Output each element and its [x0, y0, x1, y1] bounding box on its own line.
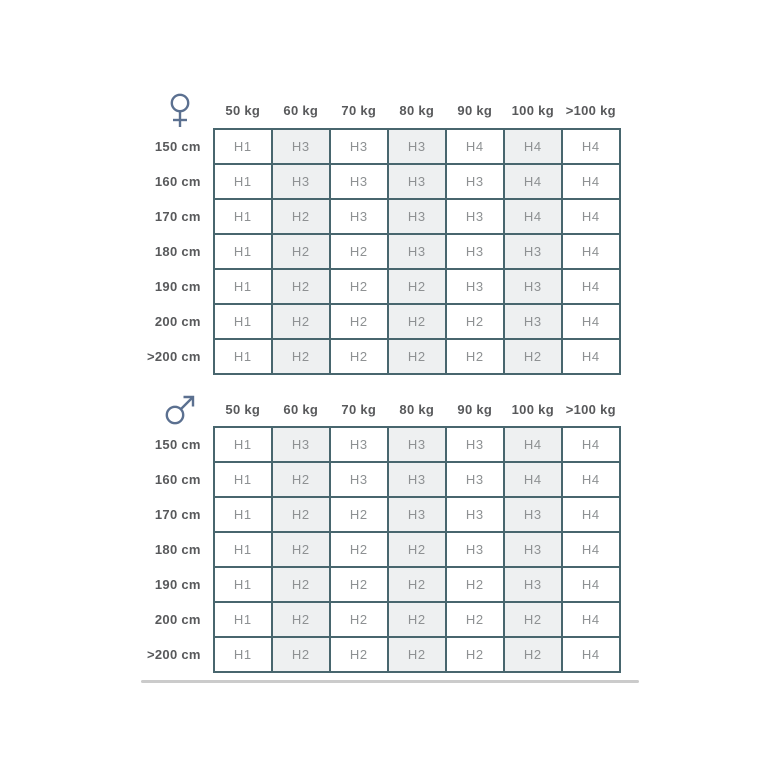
size-cell: H4 — [562, 427, 620, 462]
size-cell: H3 — [330, 199, 388, 234]
height-label: 150 cm — [147, 129, 214, 164]
size-cell: H2 — [272, 532, 330, 567]
table-row — [147, 339, 620, 374]
size-cell: H1 — [214, 497, 272, 532]
size-cell: H1 — [214, 462, 272, 497]
size-cell: H2 — [330, 269, 388, 304]
size-cell: H3 — [446, 234, 504, 269]
size-cell: H2 — [504, 339, 562, 374]
size-cell: H3 — [272, 129, 330, 164]
size-cell: H4 — [504, 427, 562, 462]
size-cell: H4 — [562, 129, 620, 164]
bottom-divider — [141, 680, 639, 683]
male-size-table-section — [147, 393, 621, 673]
size-cell: H2 — [446, 304, 504, 339]
size-cell: H2 — [272, 304, 330, 339]
size-cell: H2 — [446, 637, 504, 672]
size-cell: H2 — [388, 532, 446, 567]
size-cell: H2 — [272, 567, 330, 602]
table-row — [147, 602, 620, 637]
size-cell: H4 — [504, 462, 562, 497]
size-cell: H1 — [214, 637, 272, 672]
size-cell: H2 — [272, 199, 330, 234]
size-cell: H1 — [214, 199, 272, 234]
table-row — [147, 304, 620, 339]
height-label: 170 cm — [147, 497, 214, 532]
size-cell: H4 — [562, 497, 620, 532]
height-label: 190 cm — [147, 269, 214, 304]
height-label: 170 cm — [147, 199, 214, 234]
table-row — [147, 497, 620, 532]
size-cell: H2 — [330, 304, 388, 339]
size-cell: H3 — [446, 427, 504, 462]
size-cell: H2 — [272, 497, 330, 532]
weight-header: 90 kg — [446, 93, 504, 129]
height-label: 200 cm — [147, 304, 214, 339]
size-cell: H4 — [562, 532, 620, 567]
size-cell: H2 — [272, 637, 330, 672]
size-cell: H3 — [388, 164, 446, 199]
size-cell: H3 — [388, 234, 446, 269]
table-row — [147, 637, 620, 672]
size-cell: H4 — [562, 269, 620, 304]
table-row — [147, 532, 620, 567]
table-row — [147, 199, 620, 234]
size-cell: H4 — [504, 199, 562, 234]
size-cell: H2 — [272, 339, 330, 374]
size-cell: H1 — [214, 304, 272, 339]
size-cell: H3 — [388, 129, 446, 164]
size-cell: H2 — [330, 637, 388, 672]
height-label: 180 cm — [147, 532, 214, 567]
size-cell: H3 — [504, 304, 562, 339]
size-cell: H2 — [330, 602, 388, 637]
female-header-row — [147, 93, 620, 129]
size-cell: H1 — [214, 567, 272, 602]
size-cell: H2 — [272, 269, 330, 304]
size-cell: H3 — [330, 129, 388, 164]
size-cell: H3 — [330, 427, 388, 462]
size-cell: H1 — [214, 339, 272, 374]
weight-header: 70 kg — [330, 393, 388, 427]
size-cell: H3 — [504, 234, 562, 269]
size-cell: H4 — [562, 199, 620, 234]
size-cell: H1 — [214, 532, 272, 567]
size-cell: H2 — [388, 637, 446, 672]
weight-header: >100 kg — [562, 393, 620, 427]
size-cell: H4 — [562, 234, 620, 269]
size-cell: H4 — [562, 462, 620, 497]
size-cell: H3 — [446, 532, 504, 567]
size-cell: H2 — [388, 339, 446, 374]
height-label: >200 cm — [147, 637, 214, 672]
female-symbol-cell — [147, 93, 214, 129]
size-cell: H2 — [446, 339, 504, 374]
male-size-table — [147, 393, 621, 673]
table-row — [147, 567, 620, 602]
height-label: 200 cm — [147, 602, 214, 637]
size-cell: H2 — [272, 602, 330, 637]
size-cell: H1 — [214, 269, 272, 304]
male-symbol-cell — [147, 393, 214, 427]
size-cell: H3 — [504, 269, 562, 304]
height-label: >200 cm — [147, 339, 214, 374]
size-cell: H1 — [214, 427, 272, 462]
size-cell: H1 — [214, 164, 272, 199]
size-cell: H3 — [388, 427, 446, 462]
table-row — [147, 164, 620, 199]
size-cell: H2 — [446, 602, 504, 637]
height-label: 180 cm — [147, 234, 214, 269]
weight-header: 90 kg — [446, 393, 504, 427]
height-label: 160 cm — [147, 164, 214, 199]
male-icon — [163, 393, 197, 427]
size-cell: H2 — [504, 637, 562, 672]
size-cell: H4 — [446, 129, 504, 164]
weight-header: 70 kg — [330, 93, 388, 129]
size-cell: H1 — [214, 602, 272, 637]
size-cell: H4 — [562, 339, 620, 374]
height-label: 150 cm — [147, 427, 214, 462]
size-cell: H2 — [504, 602, 562, 637]
size-cell: H4 — [562, 567, 620, 602]
weight-header: 60 kg — [272, 393, 330, 427]
table-row — [147, 427, 620, 462]
table-row — [147, 234, 620, 269]
weight-header: 60 kg — [272, 93, 330, 129]
size-cell: H3 — [446, 269, 504, 304]
weight-header: 80 kg — [388, 93, 446, 129]
size-cell: H2 — [446, 567, 504, 602]
weight-header: 50 kg — [214, 393, 272, 427]
size-cell: H2 — [330, 567, 388, 602]
female-size-table-section — [147, 93, 621, 375]
size-cell: H1 — [214, 234, 272, 269]
size-cell: H2 — [388, 567, 446, 602]
height-label: 190 cm — [147, 567, 214, 602]
size-cell: H3 — [272, 427, 330, 462]
weight-header: 50 kg — [214, 93, 272, 129]
size-cell: H4 — [504, 129, 562, 164]
size-cell: H3 — [504, 497, 562, 532]
size-cell: H3 — [388, 462, 446, 497]
size-cell: H3 — [272, 164, 330, 199]
male-header-row — [147, 393, 620, 427]
size-cell: H2 — [330, 234, 388, 269]
size-cell: H3 — [504, 567, 562, 602]
size-cell: H3 — [504, 532, 562, 567]
table-row — [147, 129, 620, 164]
size-cell: H4 — [562, 602, 620, 637]
size-cell: H2 — [330, 497, 388, 532]
size-cell: H3 — [446, 199, 504, 234]
size-cell: H3 — [388, 497, 446, 532]
female-size-table — [147, 93, 621, 375]
size-cell: H4 — [562, 304, 620, 339]
table-row — [147, 462, 620, 497]
size-cell: H4 — [562, 164, 620, 199]
size-cell: H3 — [446, 164, 504, 199]
height-label: 160 cm — [147, 462, 214, 497]
size-cell: H4 — [562, 637, 620, 672]
size-cell: H3 — [330, 462, 388, 497]
size-cell: H3 — [446, 497, 504, 532]
weight-header: >100 kg — [562, 93, 620, 129]
size-cell: H3 — [446, 462, 504, 497]
size-cell: H4 — [504, 164, 562, 199]
weight-header: 100 kg — [504, 393, 562, 427]
table-row — [147, 269, 620, 304]
size-cell: H2 — [388, 304, 446, 339]
female-icon — [165, 93, 195, 129]
size-cell: H2 — [388, 269, 446, 304]
size-cell: H2 — [388, 602, 446, 637]
size-cell: H2 — [272, 462, 330, 497]
size-cell: H3 — [330, 164, 388, 199]
weight-header: 80 kg — [388, 393, 446, 427]
size-cell: H2 — [272, 234, 330, 269]
size-cell: H2 — [330, 339, 388, 374]
size-cell: H2 — [330, 532, 388, 567]
size-cell: H1 — [214, 129, 272, 164]
size-cell: H3 — [388, 199, 446, 234]
weight-header: 100 kg — [504, 93, 562, 129]
